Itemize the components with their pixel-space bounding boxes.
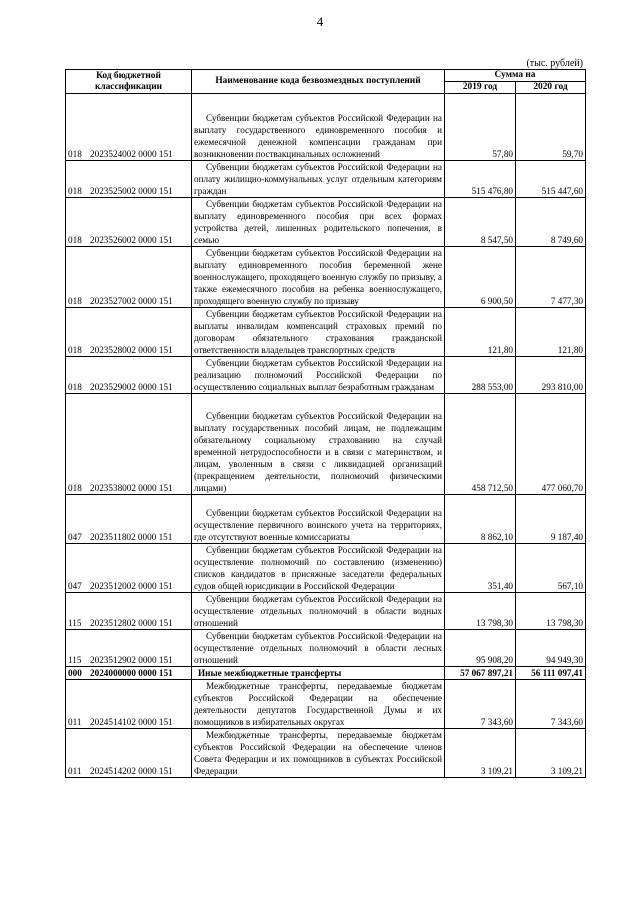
kbk-code-cell xyxy=(66,495,192,544)
admin-code: 018 xyxy=(68,186,82,196)
table-row xyxy=(66,729,586,778)
kbk-code: 2024000000 0000 151 xyxy=(90,668,173,678)
amount-2020: 9 187,40 xyxy=(516,495,586,544)
kbk-code: 2023524002 0000 151 xyxy=(90,149,173,159)
revenue-name: Субвенции бюджетам субъектов Российской Федерации на выплату государственного единовременного пособия и ежемесячной денежной компенсации гражданам при возникновении поствакцинальных осложнений xyxy=(194,113,442,159)
amount-2020: 94 949,30 xyxy=(516,630,586,667)
revenue-name-cell xyxy=(192,357,445,394)
revenue-name: Межбюджетные трансферты, передаваемые бюджетам субъектов Российской Федерации на обеспечение деятельности депутатов Государственной Думы и их помощников в избирательных округах xyxy=(194,681,442,727)
amount-2020: 7 477,30 xyxy=(516,247,586,308)
kbk-code: 2024514202 0000 151 xyxy=(90,766,173,776)
kbk-code-cell xyxy=(66,729,192,778)
table-row xyxy=(66,357,586,394)
admin-code: 000 xyxy=(68,668,82,678)
table-row xyxy=(66,394,586,495)
header-code: Код бюджетной классификации xyxy=(66,70,192,94)
amount-2020: 7 343,60 xyxy=(516,680,586,729)
table-row xyxy=(66,630,586,667)
amount-2019: 8 862,10 xyxy=(445,495,516,544)
revenue-name: Субвенции бюджетам субъектов Российской Федерации на осуществление отдельных полномочий в области лесных отношений xyxy=(194,631,442,665)
amount-2019: 6 900,50 xyxy=(445,247,516,308)
revenue-name: Субвенции бюджетам субъектов Российской Федерации на осуществление полномочий по составлению (изменению) списков кандидатов в присяжные заседатели федеральных судов общей юрисдикции в Российской Федерации xyxy=(194,545,442,591)
kbk-code-cell xyxy=(66,544,192,593)
revenue-name: Субвенции бюджетам субъектов Российской Федерации на выплату государственных пособий лицам, не подлежащим обязательному социальному страхованию на случай временной нетрудоспособности и в связи с материнством, и лицам, уволенным в связи с ликвидацией организаций (прекращением деятельности, полномочий физическими лицами) xyxy=(194,411,442,493)
revenue-name-cell xyxy=(192,680,445,729)
revenue-name-cell xyxy=(192,198,445,247)
amount-2019: 458 712,50 xyxy=(445,394,516,495)
amount-2019: 515 476,80 xyxy=(445,161,516,198)
table-row xyxy=(66,247,586,308)
admin-code: 047 xyxy=(68,581,82,591)
kbk-code: 2023538002 0000 151 xyxy=(90,483,173,493)
amount-2019: 7 343,60 xyxy=(445,680,516,729)
amount-2020: 293 810,00 xyxy=(516,357,586,394)
revenue-name: Иные межбюджетные трансферты xyxy=(198,668,342,678)
budget-table xyxy=(65,69,586,778)
kbk-code-cell xyxy=(66,680,192,729)
kbk-code: 2023511802 0000 151 xyxy=(90,532,173,542)
kbk-code: 2023512802 0000 151 xyxy=(90,618,173,628)
amount-2019: 121,80 xyxy=(445,308,516,357)
table-row xyxy=(66,308,586,357)
kbk-code-cell xyxy=(66,630,192,667)
revenue-name: Субвенции бюджетам субъектов Российской Федерации на выплату единовременного пособия беременной жене военнослужащего, проходящего военную службу по призыву, а также ежемесячного пособия на ребенка военнослужащего, проходящего военную службу по призыву xyxy=(194,248,442,306)
admin-code: 115 xyxy=(68,655,82,665)
revenue-name-cell xyxy=(192,630,445,667)
table-row xyxy=(66,161,586,198)
units-label: (тыс. рублей) xyxy=(526,58,583,69)
kbk-code: 2023512902 0000 151 xyxy=(90,655,173,665)
kbk-code-cell xyxy=(66,161,192,198)
kbk-code: 2023526002 0000 151 xyxy=(90,235,173,245)
kbk-code-cell xyxy=(66,247,192,308)
amount-2020: 3 109,21 xyxy=(516,729,586,778)
table-row xyxy=(66,667,586,680)
kbk-code-cell xyxy=(66,94,192,161)
revenue-name-cell xyxy=(192,667,445,680)
admin-code: 018 xyxy=(68,149,82,159)
kbk-code: 2023527002 0000 151 xyxy=(90,296,173,306)
header-sum: Сумма на xyxy=(445,70,586,82)
table-row xyxy=(66,495,586,544)
kbk-code: 2023512002 0000 151 xyxy=(90,581,173,591)
amount-2020: 59,70 xyxy=(516,94,586,161)
header-name: Наименование кода безвозмездных поступлений xyxy=(192,70,445,94)
admin-code: 011 xyxy=(68,766,82,776)
amount-2020: 8 749,60 xyxy=(516,198,586,247)
revenue-name-cell xyxy=(192,94,445,161)
revenue-name-cell xyxy=(192,729,445,778)
revenue-name-cell xyxy=(192,247,445,308)
header-2019: 2019 год xyxy=(445,82,516,94)
table-row xyxy=(66,544,586,593)
table-row xyxy=(66,94,586,161)
amount-2019: 351,40 xyxy=(445,544,516,593)
admin-code: 011 xyxy=(68,717,82,727)
amount-2020: 13 798,30 xyxy=(516,593,586,630)
admin-code: 047 xyxy=(68,532,82,542)
revenue-name: Субвенции бюджетам субъектов Российской Федерации на осуществление отдельных полномочий в области водных отношений xyxy=(194,594,442,628)
revenue-name: Субвенции бюджетам субъектов Российской Федерации на осуществление первичного воинского учета на территориях, где отсутствуют военные комиссариаты xyxy=(194,508,442,542)
kbk-code: 2023528002 0000 151 xyxy=(90,345,173,355)
admin-code: 018 xyxy=(68,296,82,306)
table-row xyxy=(66,680,586,729)
amount-2020: 477 060,70 xyxy=(516,394,586,495)
kbk-code-cell xyxy=(66,308,192,357)
revenue-name-cell xyxy=(192,593,445,630)
amount-2019: 57,80 xyxy=(445,94,516,161)
table-row xyxy=(66,593,586,630)
amount-2019: 95 908,20 xyxy=(445,630,516,667)
amount-2019: 288 553,00 xyxy=(445,357,516,394)
amount-2020: 56 111 097,41 xyxy=(516,667,586,680)
kbk-code: 2024514102 0000 151 xyxy=(90,717,173,727)
amount-2020: 121,80 xyxy=(516,308,586,357)
amount-2019: 3 109,21 xyxy=(445,729,516,778)
admin-code: 018 xyxy=(68,235,82,245)
kbk-code-cell xyxy=(66,667,192,680)
table-row xyxy=(66,198,586,247)
kbk-code-cell xyxy=(66,357,192,394)
amount-2019: 8 547,50 xyxy=(445,198,516,247)
admin-code: 115 xyxy=(68,618,82,628)
revenue-name: Субвенции бюджетам субъектов Российской Федерации на выплату единовременного пособия при всех формах устройства детей, лишенных родительского попечения, в семью xyxy=(194,199,442,245)
admin-code: 018 xyxy=(68,483,82,493)
revenue-name: Субвенции бюджетам субъектов Российской Федерации на выплаты инвалидам компенсаций страховых премий по договорам обязательного страхования гражданской ответственности владельцев транспортных средств xyxy=(194,309,442,355)
admin-code: 018 xyxy=(68,382,82,392)
admin-code: 018 xyxy=(68,345,82,355)
revenue-name: Субвенции бюджетам субъектов Российской Федерации на реализацию полномочий Российской Федерации по осуществлению социальных выплат безработным гражданам xyxy=(194,358,442,392)
revenue-name-cell xyxy=(192,308,445,357)
table-body xyxy=(66,94,586,778)
kbk-code-cell xyxy=(66,593,192,630)
kbk-code-cell xyxy=(66,198,192,247)
revenue-name-cell xyxy=(192,161,445,198)
header-2020: 2020 год xyxy=(516,82,586,94)
page-number: 4 xyxy=(316,14,324,29)
amount-2020: 515 447,60 xyxy=(516,161,586,198)
kbk-code-cell xyxy=(66,394,192,495)
revenue-name-cell xyxy=(192,544,445,593)
amount-2020: 567,10 xyxy=(516,544,586,593)
revenue-name-cell xyxy=(192,394,445,495)
kbk-code: 2023529002 0000 151 xyxy=(90,382,173,392)
amount-2019: 57 067 897,21 xyxy=(445,667,516,680)
revenue-name-cell xyxy=(192,495,445,544)
revenue-name: Субвенции бюджетам субъектов Российской Федерации на оплату жилищно-коммунальных услуг отдельным категориям граждан xyxy=(194,162,442,196)
kbk-code: 2023525002 0000 151 xyxy=(90,186,173,196)
revenue-name: Межбюджетные трансферты, передаваемые бюджетам субъектов Российской Федерации на обеспечение членов Совета Федерации и их помощников в субъектах Российской Федерации xyxy=(194,730,442,776)
amount-2019: 13 798,30 xyxy=(445,593,516,630)
